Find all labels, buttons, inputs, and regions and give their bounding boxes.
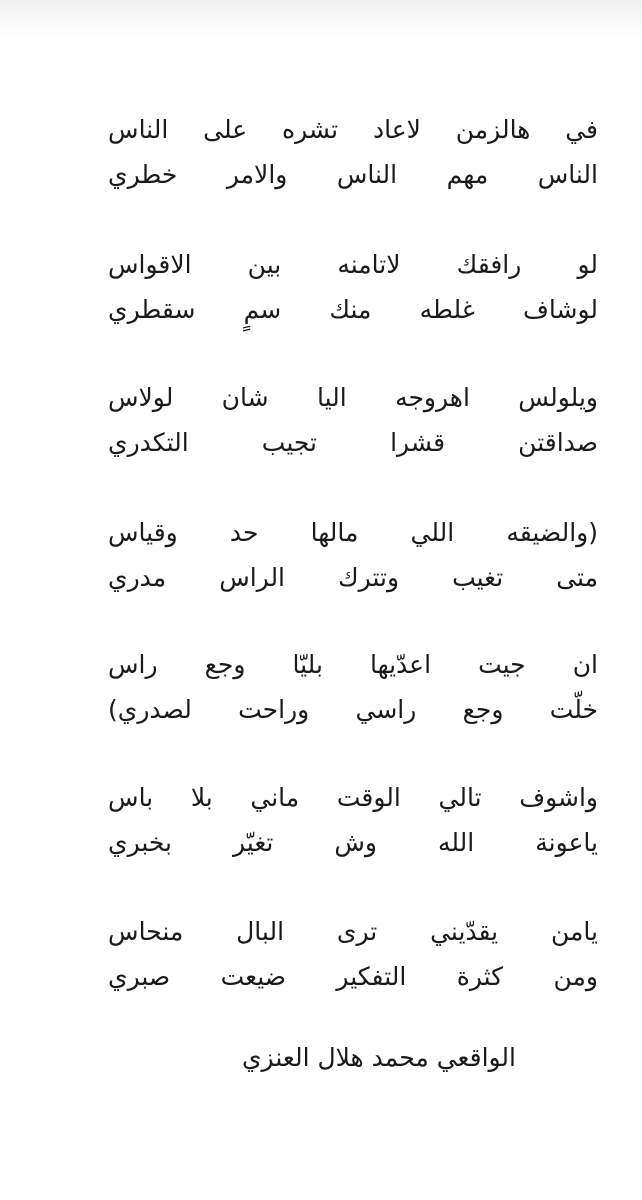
poem-word: الناس xyxy=(108,115,169,144)
poem-word: شان xyxy=(221,383,269,412)
poem-word: وراحت xyxy=(238,695,310,724)
poem-word: تشره xyxy=(281,115,339,144)
poem-line xyxy=(108,423,598,463)
poem-word: والامر xyxy=(226,160,288,189)
poem-word: صداقتن xyxy=(518,428,598,457)
poem-word: اهروجه xyxy=(395,383,470,412)
poem-word: صبري xyxy=(108,962,171,991)
poem-word: الناس xyxy=(336,160,398,189)
poem-word: ان xyxy=(572,650,598,679)
poem-word: ومن xyxy=(553,962,598,991)
poem-word: الناس xyxy=(537,160,598,189)
poem-word: خطري xyxy=(108,160,178,189)
poem-word: سمٍ xyxy=(243,295,282,324)
poem-word: لوشاف xyxy=(522,295,598,324)
poem-word: ياعونة xyxy=(535,828,598,857)
poem-word: راسي xyxy=(355,695,417,724)
poem-word: لصدري) xyxy=(108,695,192,724)
poem-word: اعدّيها xyxy=(369,650,432,679)
poem-word: تغيب xyxy=(452,563,504,592)
poem-word: لاتامنه xyxy=(337,250,401,279)
poem-line xyxy=(108,778,598,818)
poem-word: (والضيقه xyxy=(506,518,598,547)
poem-word: متى xyxy=(556,563,598,592)
poem-word: راس xyxy=(108,650,158,679)
poem-word: ترى xyxy=(336,917,378,946)
poem-word: يقدّيني xyxy=(430,917,499,946)
poem-line xyxy=(108,823,598,863)
poem-word: لو xyxy=(577,250,598,279)
poem-word: واشوف xyxy=(519,783,598,812)
poem-word: وش xyxy=(334,828,377,857)
poem-word: في xyxy=(565,115,598,144)
poem-word: خلّت xyxy=(549,695,598,724)
poem-line xyxy=(108,155,598,195)
poem-word: يامن xyxy=(551,917,598,946)
poem-word: وجع xyxy=(462,695,504,724)
poem-line xyxy=(108,110,598,150)
poem-word: منحاس xyxy=(108,917,184,946)
poem-word: هالزمن xyxy=(455,115,531,144)
poem-word: الاقواس xyxy=(108,250,192,279)
poem-word: ضيعت xyxy=(220,962,286,991)
poem-word: التفكير xyxy=(336,962,407,991)
poem-word: لولاس xyxy=(108,383,174,412)
poem-word: مالها xyxy=(310,518,359,547)
poem-word: حد xyxy=(229,518,259,547)
poem-line xyxy=(108,957,598,997)
poem-word: وجع xyxy=(204,650,246,679)
poem-word: الوقت xyxy=(336,783,401,812)
poet-signature: الواقعي محمد هلال العنزي xyxy=(241,1043,516,1072)
poem-word: كثرة xyxy=(456,962,504,991)
poem-word: اللي xyxy=(410,518,455,547)
poem-word: التكدري xyxy=(108,428,189,457)
poem-word: باس xyxy=(108,783,154,812)
poem-word: ويلولس xyxy=(518,383,598,412)
poem-word: جيت xyxy=(478,650,526,679)
poem-word: وتترك xyxy=(338,563,400,592)
poem-line xyxy=(108,378,598,418)
poem-word: تالي xyxy=(438,783,482,812)
poem-word: ماني xyxy=(250,783,300,812)
poem-word: الله xyxy=(437,828,475,857)
poem-line xyxy=(108,690,598,730)
poem-word: بلا xyxy=(190,783,213,812)
poem-word: لاعاد xyxy=(372,115,421,144)
poem-word: بخبري xyxy=(108,828,173,857)
poem-word: تجيب xyxy=(261,428,317,457)
poem-word: منك xyxy=(329,295,372,324)
poem-word: بين xyxy=(247,250,282,279)
poem-word: اليا xyxy=(316,383,347,412)
poem-word: على xyxy=(203,115,248,144)
poem-word: سقطري xyxy=(108,295,196,324)
poem-line xyxy=(108,245,598,285)
poem-word: بليّا xyxy=(292,650,323,679)
poem-word: وقياس xyxy=(108,518,178,547)
poem-line xyxy=(108,290,598,330)
poem-line xyxy=(108,513,598,553)
poem-word: قشرا xyxy=(390,428,446,457)
poem-word: رافقك xyxy=(456,250,522,279)
poem-word: البال xyxy=(236,917,285,946)
poem-line xyxy=(108,645,598,685)
poem-line xyxy=(108,558,598,598)
poem-word: غلطه xyxy=(419,295,475,324)
poem-line xyxy=(108,912,598,952)
poem-word: الراس xyxy=(219,563,286,592)
poem-word: مهم xyxy=(446,160,489,189)
poem-word: تغيّر xyxy=(233,828,274,857)
poem-word: مدري xyxy=(108,563,167,592)
